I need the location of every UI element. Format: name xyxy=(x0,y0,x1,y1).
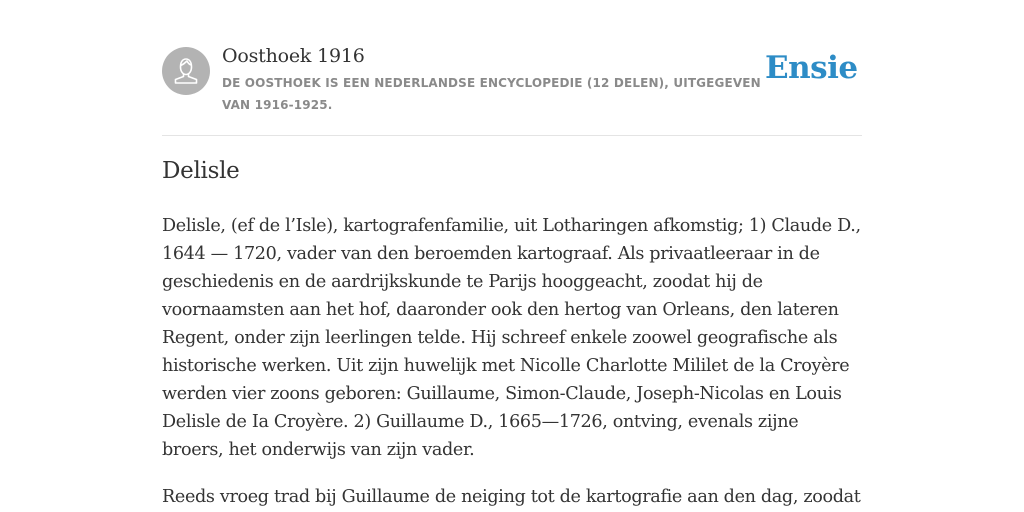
source-description: DE OOSTHOEK IS EEN NEDERLANDSE ENCYCLOPEDIE (12 DELEN), UITGEGEVEN VAN 1916-1925. xyxy=(222,76,761,112)
ensie-logo[interactable]: Ensie xyxy=(765,50,858,86)
source-header xyxy=(162,0,862,136)
user-silhouette-icon xyxy=(162,47,210,95)
article-title: Delisle xyxy=(162,158,240,184)
article-paragraph: Reeds vroeg trad bij Guillaume de neiging tot de kartografie aan den dag, zoodat xyxy=(162,487,861,507)
source-title[interactable]: Oosthoek 1916 xyxy=(222,45,365,67)
page xyxy=(162,0,862,507)
article-body xyxy=(162,212,862,512)
article-paragraph: Delisle, (ef de l’Isle), kartografenfamilie, uit Lotharingen afkomstig; 1) Claude D., 1644 — 1720, vader van den beroemden kartograaf. Als privaatleeraar in de geschiedenis en de aardrijkskunde te Parijs hooggeacht, zoodat hij de voornaamsten aan het hof, daaronder ook den hertog van Orleans, den lateren Regent, onder zijn leerlingen telde. Hij schreef enkele zoowel geografische als historische werken. Uit zijn huwelijk met Nicolle Charlotte Mililet de la Croyère werden vier zoons geboren: Guillaume, Simon-Claude, Joseph-Nicolas en Louis Delisle de Ia Croyère. 2) Guillaume D., 1665—1726, ontving, evenals zijne broers, het onderwijs van zijn vader. xyxy=(162,216,861,460)
user-avatar-icon[interactable] xyxy=(162,47,210,95)
